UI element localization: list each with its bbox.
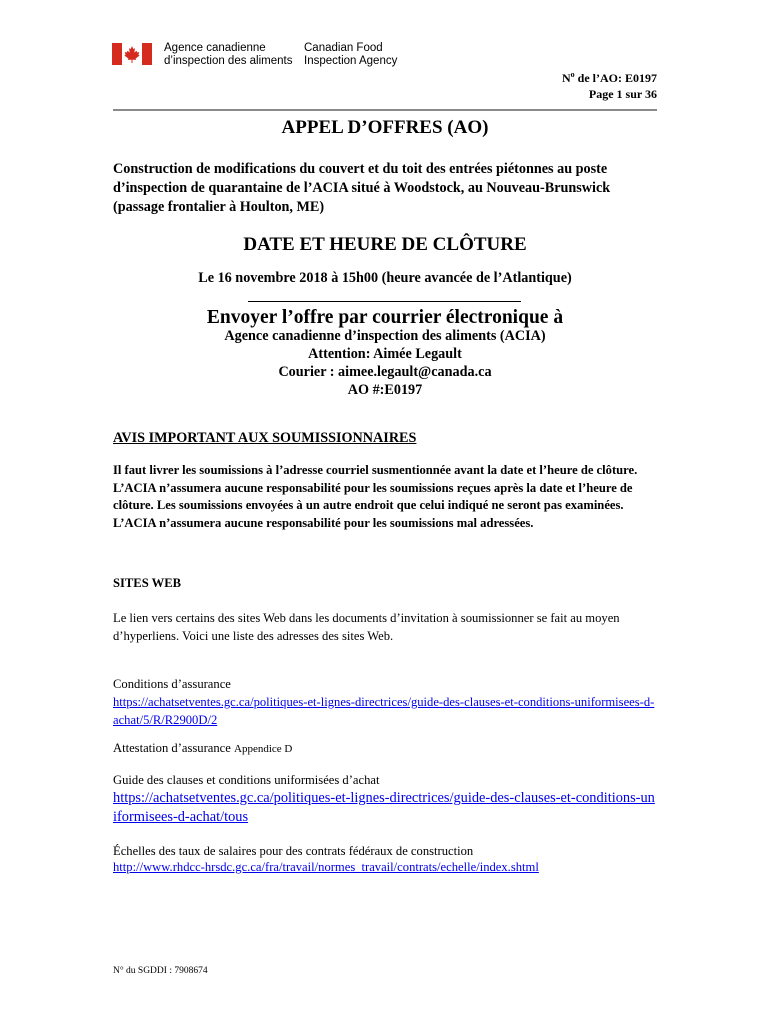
notice-heading: AVIS IMPORTANT AUX SOUMISSIONNAIRES	[113, 430, 417, 446]
header-divider	[113, 109, 657, 111]
agency-en-line2: Inspection Agency	[304, 55, 398, 67]
document-reference	[562, 67, 657, 102]
footer-document-number: N° du SGDDI : 7908674	[113, 966, 208, 976]
wages-link[interactable]: http://www.rhdcc-hrsdc.gc.ca/fra/travail/normes_travail/contrats/echelle/index.shtml	[113, 860, 539, 874]
agency-fr-line1: Agence canadienne	[164, 42, 266, 54]
agency-fr-line2: d’inspection des aliments	[164, 55, 293, 67]
notice-body: Il faut livrer les soumissions à l’adresse courriel susmentionnée avant la date et l’heure de clôture. L’ACIA n’assumera aucune responsabilité pour les soumissions reçues après la date et l’heure de clôture. Les soumissions envoyées à un autre endroit que celui indiqué ne seront pas examinées. L’ACIA n’assumera aucune responsabilité pour les soumissions mal adressées.	[113, 463, 638, 530]
attestation-label: Attestation d’assurance	[113, 741, 231, 755]
closing-divider	[248, 301, 521, 302]
conditions-label: Conditions d’assurance	[113, 677, 231, 691]
submission-heading: Envoyer l’offre par courrier électronique à	[206, 307, 564, 328]
ao-number-ref: $N^o$ de l’AO: E0197	[561, 70, 657, 85]
guide-label: Guide des clauses et conditions uniformisées d’achat	[113, 773, 380, 787]
agency-name-en	[304, 42, 397, 68]
project-subject: Construction de modifications du couvert et du toit des entrées piétonnes au poste d’inspection de quarantaine de l’ACIA situé à Woodstock, au Nouveau-Brunswick (passage frontalier à Houlton, ME)	[113, 161, 611, 215]
closing-datetime: Le 16 novembre 2018 à 15h00 (heure avancée de l’Atlantique)	[198, 270, 572, 286]
submission-ao-number: AO #:E0197	[347, 382, 423, 398]
submission-agency: Agence canadienne d’inspection des aliments (ACIA)	[224, 328, 546, 344]
submission-courier: Courier : aimee.legault@canada.ca	[278, 364, 492, 380]
attestation-reference: Appendice D	[234, 743, 293, 755]
submission-attention: Attention: Aimée Legault	[308, 346, 462, 362]
document-title: APPEL D’OFFRES (AO)	[281, 117, 489, 138]
guide-link[interactable]: https://achatsetventes.gc.ca/politiques-et-lignes-directrices/guide-des-clauses-et-conditions-uniformisees-d-achat/tous	[113, 790, 655, 825]
wages-label: Échelles des taux de salaires pour des contrats fédéraux de construction	[113, 844, 474, 858]
attestation-row	[113, 739, 658, 758]
websites-intro: Le lien vers certains des sites Web dans les documents d’invitation à soumissionner se fait au moyen d’hyperliens. Voici une liste des adresses des sites Web.	[113, 611, 620, 643]
canada-flag-icon	[112, 43, 152, 65]
conditions-link[interactable]: https://achatsetventes.gc.ca/politiques-et-lignes-directrices/guide-des-clauses-et-conditions-uniformisees-d-achat/5/R/R2900D/2	[113, 695, 655, 727]
closing-heading: DATE ET HEURE DE CLÔTURE	[243, 234, 527, 255]
agency-en-line1: Canadian Food	[304, 42, 383, 54]
websites-heading: SITES WEB	[113, 576, 182, 590]
page-number: Page 1 sur 36	[588, 87, 657, 101]
agency-name-fr	[164, 42, 293, 68]
